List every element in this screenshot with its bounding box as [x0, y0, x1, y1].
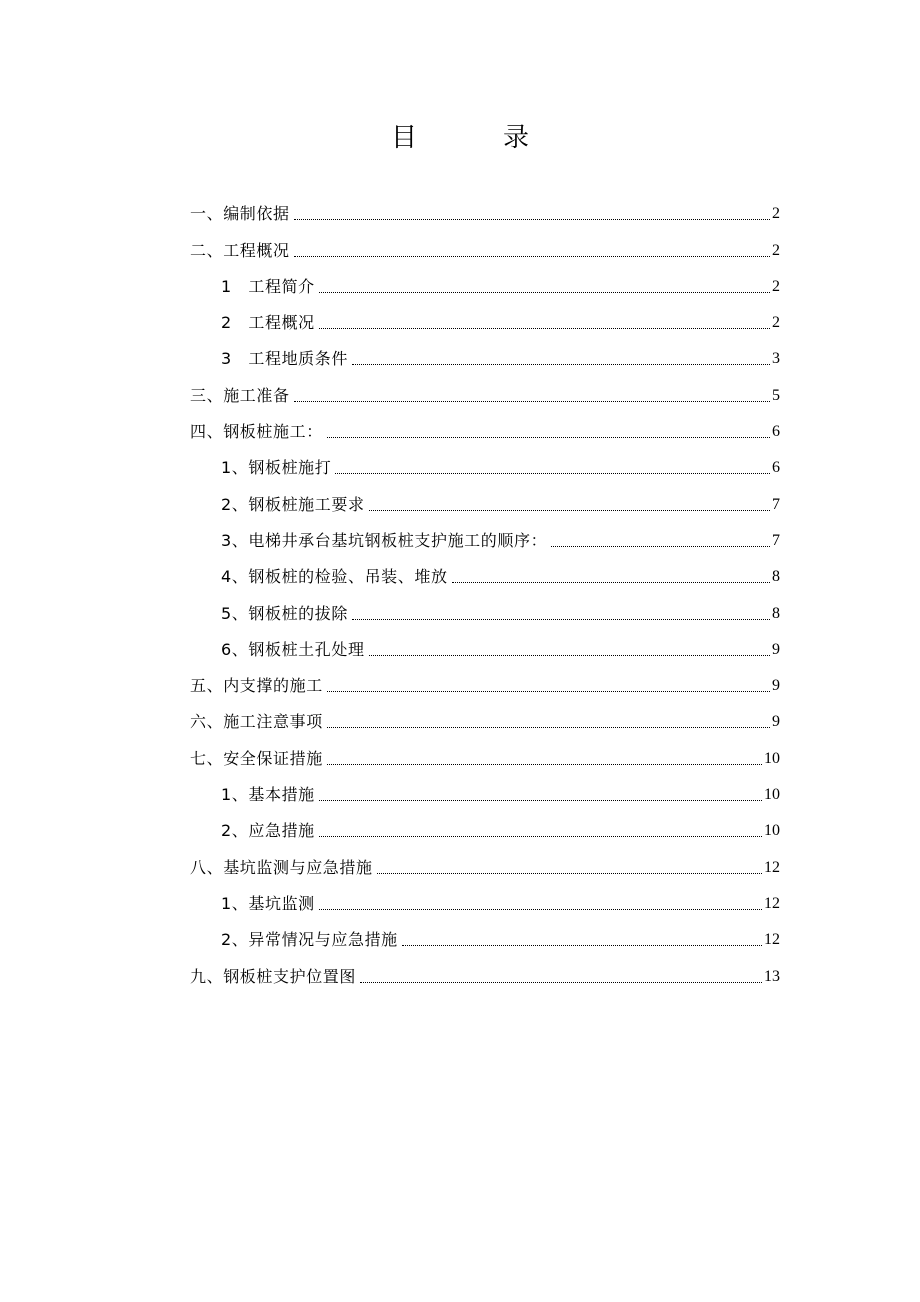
toc-entry-row [190, 712, 780, 732]
toc-entry-row [190, 749, 780, 769]
toc-dot-leader [327, 727, 770, 728]
toc-dot-leader [294, 219, 770, 220]
toc-page-number: 7 [772, 495, 780, 513]
toc-entry-row [221, 458, 780, 478]
toc-entry-row [221, 785, 780, 805]
toc-dot-leader [352, 619, 770, 620]
toc-entry[interactable] [0, 777, 920, 813]
toc-page-number: 8 [772, 568, 780, 586]
toc-dot-leader [352, 364, 770, 365]
table-of-contents [0, 196, 920, 995]
toc-entry-row [221, 604, 780, 624]
page-title [0, 118, 920, 158]
toc-entry[interactable] [0, 668, 920, 704]
toc-page-number: 13 [764, 967, 780, 985]
toc-entry[interactable] [0, 196, 920, 232]
toc-entry[interactable] [0, 486, 920, 522]
toc-entry-row [221, 313, 780, 333]
toc-entry[interactable] [0, 450, 920, 486]
toc-page-number: 3 [772, 350, 780, 368]
toc-dot-leader [452, 582, 770, 583]
toc-dot-leader [294, 256, 770, 257]
toc-dot-leader [402, 945, 762, 946]
toc-entry-row [221, 894, 780, 914]
toc-entry-row [221, 277, 780, 297]
toc-entry-row [221, 349, 780, 369]
toc-page-number: 12 [764, 858, 780, 876]
toc-dot-leader [377, 873, 762, 874]
toc-entry-row [221, 821, 780, 841]
toc-dot-leader [335, 473, 770, 474]
toc-dot-leader [327, 691, 770, 692]
toc-dot-leader [319, 800, 762, 801]
toc-entry-row [190, 676, 780, 696]
toc-entry-title: 2 工程概况 [221, 313, 315, 333]
toc-entry-title: 5、钢板桩的拔除 [221, 603, 348, 623]
toc-entry[interactable] [0, 232, 920, 268]
toc-page-number: 9 [772, 640, 780, 658]
toc-entry-title: 一、编制依据 [190, 204, 290, 224]
toc-entry[interactable] [0, 559, 920, 595]
toc-dot-leader [294, 401, 770, 402]
toc-dot-leader [369, 510, 770, 511]
toc-page-number: 12 [764, 931, 780, 949]
toc-page-number: 6 [772, 459, 780, 477]
toc-entry[interactable] [0, 740, 920, 776]
toc-entry-title: 三、施工准备 [190, 385, 290, 405]
title-char-2: 录 [503, 123, 530, 153]
toc-entry-title: 四、钢板桩施工： [190, 422, 323, 442]
toc-entry-title: 2、异常情况与应急措施 [221, 930, 398, 950]
toc-page-number: 2 [772, 277, 780, 295]
toc-entry-row [190, 967, 780, 987]
toc-entry[interactable] [0, 704, 920, 740]
toc-entry-row [221, 567, 780, 587]
toc-entry[interactable] [0, 632, 920, 668]
toc-entry-row [190, 858, 780, 878]
toc-dot-leader [551, 546, 770, 547]
toc-entry-row [190, 241, 780, 261]
toc-dot-leader [369, 655, 770, 656]
toc-entry-row [190, 204, 780, 224]
toc-entry[interactable] [0, 595, 920, 631]
toc-entry[interactable] [0, 849, 920, 885]
toc-entry-row [190, 386, 780, 406]
toc-entry-row [190, 422, 780, 442]
toc-entry[interactable] [0, 305, 920, 341]
toc-entry-title: 六、施工注意事项 [190, 712, 323, 732]
toc-entry-row [221, 640, 780, 660]
toc-dot-leader [319, 909, 762, 910]
toc-page-number: 8 [772, 604, 780, 622]
toc-entry-title: 3、电梯井承台基坑钢板桩支护施工的顺序： [221, 530, 548, 550]
toc-dot-leader [360, 982, 762, 983]
toc-page-number: 7 [772, 531, 780, 549]
toc-page-number: 6 [772, 423, 780, 441]
toc-entry-title: 2、应急措施 [221, 821, 315, 841]
toc-page-number: 2 [772, 314, 780, 332]
toc-entry-title: 1、基本措施 [221, 785, 315, 805]
toc-page-number: 12 [764, 894, 780, 912]
toc-dot-leader [327, 764, 762, 765]
toc-entry-title: 七、安全保证措施 [190, 748, 323, 768]
title-char-1: 目 [390, 123, 417, 153]
toc-entry-title: 九、钢板桩支护位置图 [190, 966, 357, 986]
toc-page-number: 10 [764, 786, 780, 804]
toc-entry[interactable] [0, 377, 920, 413]
toc-entry-title: 二、工程概况 [190, 240, 290, 260]
toc-entry[interactable] [0, 269, 920, 305]
toc-entry[interactable] [0, 886, 920, 922]
toc-entry-title: 1 工程简介 [221, 276, 315, 296]
toc-page-number: 10 [764, 822, 780, 840]
toc-dot-leader [327, 437, 770, 438]
toc-entry-title: 1、基坑监测 [221, 893, 315, 913]
toc-page-number: 9 [772, 677, 780, 695]
toc-page-number: 5 [772, 386, 780, 404]
toc-page-number: 2 [772, 241, 780, 259]
toc-entry[interactable] [0, 341, 920, 377]
toc-entry-title: 2、钢板桩施工要求 [221, 494, 365, 514]
toc-page-number: 10 [764, 749, 780, 767]
toc-entry[interactable] [0, 922, 920, 958]
toc-entry-row [221, 531, 780, 551]
toc-dot-leader [319, 836, 762, 837]
toc-entry-row [221, 495, 780, 515]
toc-entry-title: 6、钢板桩土孔处理 [221, 639, 365, 659]
toc-dot-leader [319, 328, 770, 329]
toc-entry[interactable] [0, 958, 920, 994]
toc-entry-title: 3 工程地质条件 [221, 349, 348, 369]
toc-page-number: 2 [772, 205, 780, 223]
toc-entry-title: 五、内支撑的施工 [190, 676, 323, 696]
toc-entry-title: 4、钢板桩的检验、吊装、堆放 [221, 567, 448, 587]
toc-entry-row [221, 930, 780, 950]
toc-dot-leader [319, 292, 770, 293]
toc-entry[interactable] [0, 523, 920, 559]
toc-entry[interactable] [0, 813, 920, 849]
toc-entry-title: 八、基坑监测与应急措施 [190, 857, 373, 877]
toc-entry-title: 1、钢板桩施打 [221, 458, 332, 478]
toc-entry[interactable] [0, 414, 920, 450]
toc-page-number: 9 [772, 713, 780, 731]
